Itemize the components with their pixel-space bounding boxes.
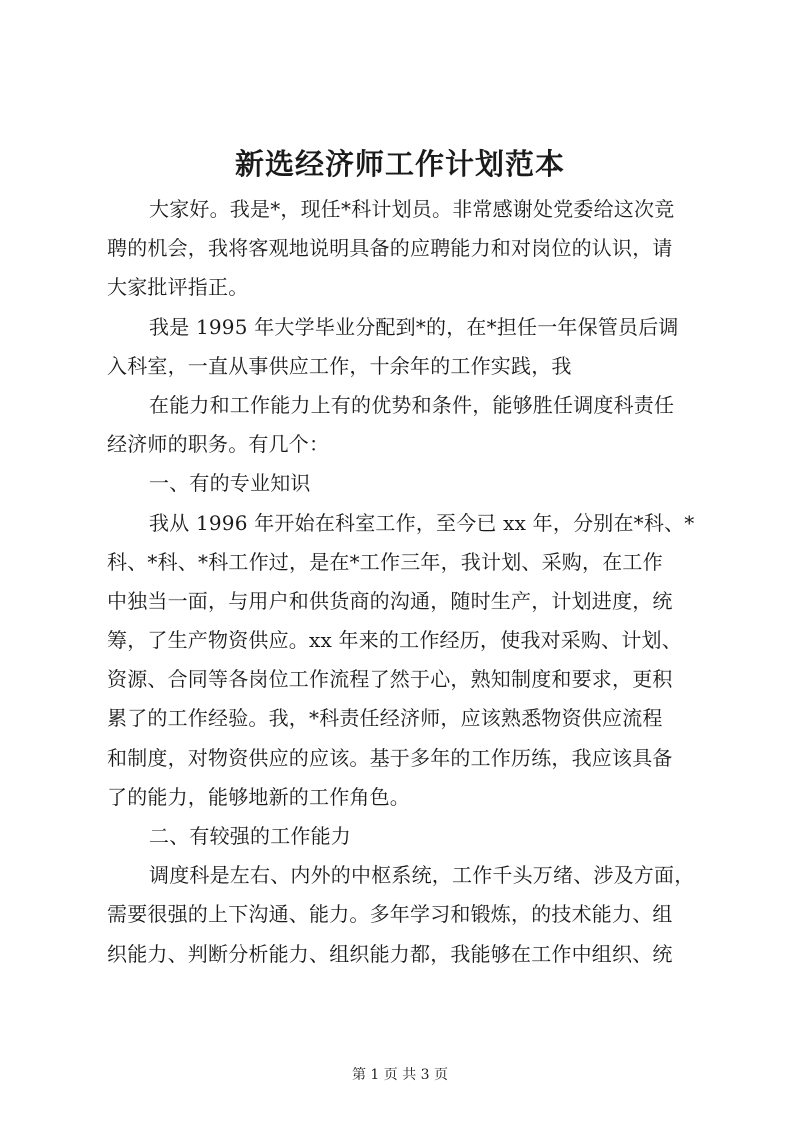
document-title: 新选经济师工作计划范本: [234, 147, 565, 181]
text-line: 我是 1995 年大学毕业分配到*的，在*担任一年保管员后调: [149, 314, 679, 339]
document-body: [107, 190, 699, 974]
page-footer: 第 1 页 共 3 页: [351, 1067, 449, 1083]
text-line: 需要很强的上下沟通、能力。多年学习和锻炼，的技术能力、组: [107, 902, 673, 927]
section-heading: 二、有较强的工作能力: [149, 824, 351, 848]
text-line: 科、*科、*科工作过，是在*工作三年，我计划、采购，在工作: [107, 549, 663, 574]
text-line: 入科室，一直从事供应工作，十余年的工作实践，我: [107, 353, 572, 378]
text-line: 资源、合同等各岗位工作流程了然于心，熟知制度和要求，更积: [107, 667, 673, 692]
section-heading: 一、有的专业知识: [149, 471, 311, 496]
text-line: 累了的工作经验。我，*科责任经济师，应该熟悉物资供应流程: [107, 706, 663, 731]
text-line: 大家好。我是*，现任*科计划员。非常感谢处党委给这次竞: [149, 197, 675, 221]
text-line: 和制度，对物资供应的应该。基于多年的工作历练，我应该具备: [107, 745, 673, 770]
text-line: 聘的机会，我将客观地说明具备的应聘能力和对岗位的认识，请: [107, 236, 673, 261]
text-line: 在能力和工作能力上有的优势和条件，能够胜任调度科责任: [149, 392, 675, 417]
text-line: 织能力、判断分析能力、组织能力都，我能够在工作中组织、统: [107, 941, 673, 966]
text-line: 经济师的职务。有几个：: [107, 432, 330, 457]
text-line: 中独当一面，与用户和供货商的沟通，随时生产，计划进度，统: [107, 588, 673, 613]
text-line: 了的能力，能够地新的工作角色。: [107, 784, 410, 809]
text-line: 筹，了生产物资供应。xx 年来的工作经历，使我对采购、计划、: [107, 628, 682, 653]
text-line: 我从 1996 年开始在科室工作，至今已 xx 年，分别在*科、*: [149, 510, 695, 535]
text-line: 大家批评指正。: [107, 275, 249, 300]
text-line: 调度科是左右、内外的中枢系统，工作千头万绪、涉及方面，: [149, 863, 695, 888]
